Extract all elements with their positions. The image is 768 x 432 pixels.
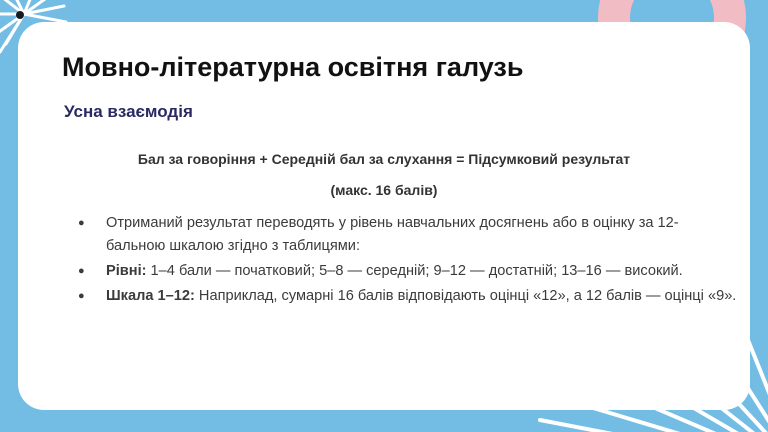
bullet-item [78, 212, 738, 258]
formula-line: Бал за говоріння + Середній бал за слухання = Підсумковий результат [137, 151, 631, 167]
bullet-icon: ● [78, 265, 85, 277]
sunburst-center-dot [16, 11, 24, 19]
slide-subtitle: Усна взаємодія [64, 102, 193, 121]
bullet-item [78, 260, 738, 283]
bullet-lead: Шкала 1–12: [106, 288, 195, 304]
bullet-item [78, 285, 738, 308]
bullet-text: Наприклад, сумарні 16 балів відповідають оцінці «12», а 12 балів — оцінці «9». [194, 288, 737, 304]
bullet-list [78, 212, 738, 310]
bullet-icon: ● [78, 217, 85, 229]
bullet-icon: ● [78, 290, 85, 302]
bullet-lead: Рівні: [106, 263, 147, 279]
bullet-text: Отриманий результат переводять у рівень навчальних досягнень або в оцінку за 12-бальною шкалою згідно з таблицями: [106, 215, 679, 254]
slide-title: Мовно-літературна освітня галузь [62, 52, 524, 82]
bullet-text: 1–4 бали — початковий; 5–8 — середній; 9–12 — достатній; 13–16 — високий. [146, 263, 683, 279]
formula-max-note: (макс. 16 балів) [330, 182, 438, 198]
